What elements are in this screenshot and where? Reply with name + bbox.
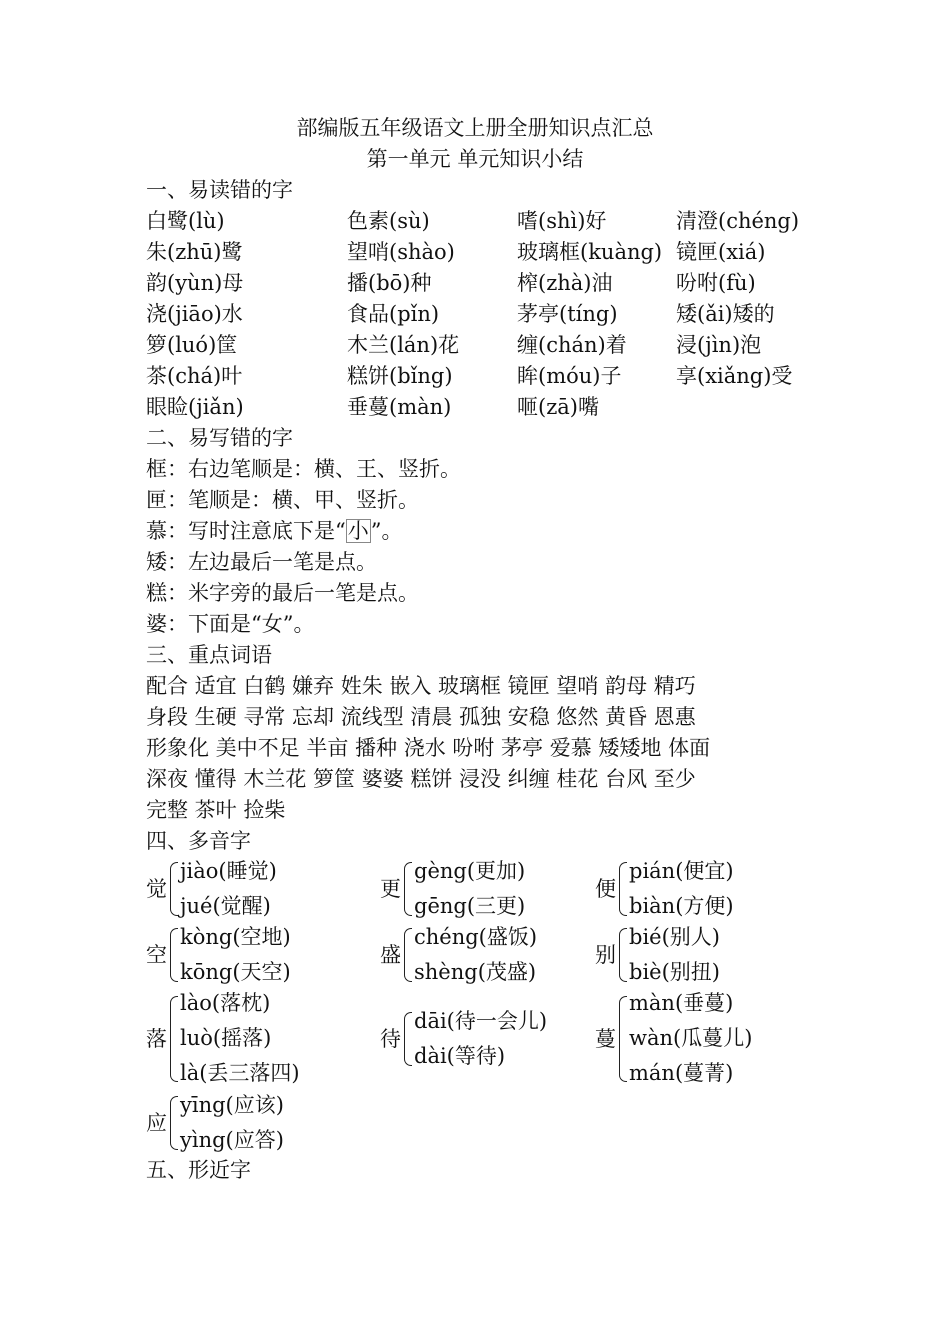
word-cell: 色素(sù) [347,209,430,233]
brace-mark [170,928,178,982]
word-cell: 浸(jìn)泡 [676,333,762,357]
section-heading-similar-chars: 五、形近字 [146,1158,251,1182]
polyphone-reading: yīng(应该) [180,1093,284,1117]
writing-note: 框：右边笔顺是：横、王、竖折。 [146,457,461,481]
polyphone-group [146,1090,346,1156]
polyphone-group [146,988,366,1088]
polyphone-reading: jué(觉醒) [180,894,271,918]
brace-mark [404,862,412,916]
brace-mark [404,1012,412,1066]
polyphone-char: 待 [380,1027,401,1051]
section-heading-hard-to-read: 一、易读错的字 [146,178,293,202]
word-cell: 榨(zhà)油 [517,271,613,295]
polyphone-reading: màn(垂蔓) [629,991,734,1015]
polyphone-reading: gēng(三更) [414,894,526,918]
unit-subtitle: 第一单元 单元知识小结 [366,147,584,171]
writing-note: 匣：笔顺是：横、甲、竖折。 [146,488,419,512]
word-cell: 垂蔓(màn) [347,395,452,419]
word-cell: 食品(pǐn) [347,302,440,326]
word-cell: 玻璃框(kuàng) [517,240,663,264]
writing-note-text: 慕：写时注意底下是“ [146,519,346,543]
polyphone-group [380,1006,580,1072]
polyphone-group [595,922,795,988]
word-cell: 缠(chán)着 [517,333,627,357]
word-cell: 木兰(lán)花 [347,333,460,357]
brace-mark [170,862,178,916]
brace-mark [619,928,627,982]
polyphone-reading: gèng(更加) [414,859,526,883]
word-cell: 望哨(shào) [347,240,455,264]
word-cell: 白鹭(lù) [146,209,225,233]
word-cell: 清澄(chéng) [676,209,800,233]
polyphone-char: 应 [146,1111,167,1135]
polyphone-group [595,856,795,922]
word-cell: 咂(zā)嘴 [517,395,599,419]
polyphone-char: 便 [595,877,616,901]
section-heading-key-words: 三、重点词语 [146,643,272,667]
brace-mark [170,1096,178,1150]
word-cell: 糕饼(bǐng) [347,364,453,388]
polyphone-group [380,856,580,922]
word-cell: 矮(ǎi)矮的 [676,302,775,326]
writing-note: 矮：左边最后一笔是点。 [146,550,377,574]
word-cell: 吩咐(fù) [676,271,756,295]
polyphone-reading: shèng(茂盛) [414,960,537,984]
key-words-line: 形象化 美中不足 半亩 播种 浇水 吩咐 茅亭 爱慕 矮矮地 体面 [146,736,711,760]
polyphone-reading: pián(便宜) [629,859,734,883]
word-cell: 嗜(shì)好 [517,209,607,233]
word-cell: 眼睑(jiǎn) [146,395,244,419]
polyphone-char: 更 [380,877,401,901]
word-cell: 朱(zhū)鹭 [146,240,243,264]
writing-note-text: ”。 [370,519,403,543]
polyphone-char: 落 [146,1027,167,1051]
polyphone-char: 觉 [146,877,167,901]
polyphone-group [146,922,346,988]
polyphone-reading: lào(落枕) [180,991,271,1015]
key-words-line: 配合 适宜 白鹤 嫌弃 姓朱 嵌入 玻璃框 镜匣 望哨 韵母 精巧 [146,674,696,698]
polyphone-reading: biè(别扭) [629,960,720,984]
polyphone-reading: chéng(盛饭) [414,925,538,949]
brace-mark [619,996,627,1082]
polyphone-group [146,856,346,922]
brace-mark [619,862,627,916]
polyphone-reading: mán(蔓菁) [629,1061,734,1085]
polyphone-reading: yìng(应答) [180,1128,284,1152]
polyphone-reading: bié(别人) [629,925,720,949]
polyphone-reading: jiào(睡觉) [180,859,277,883]
section-heading-polyphones: 四、多音字 [146,829,251,853]
section-heading-hard-to-write: 二、易写错的字 [146,426,293,450]
polyphone-char: 蔓 [595,1027,616,1051]
document-title: 部编版五年级语文上册全册知识点汇总 [296,116,654,140]
key-words-line: 完整 茶叶 捡柴 [146,798,286,822]
word-cell: 镜匣(xiá) [676,240,766,264]
boxed-radical: 小 [347,519,369,543]
word-cell: 享(xiǎng)受 [676,364,793,388]
polyphone-group [380,922,580,988]
polyphone-group [595,988,815,1088]
word-cell: 浇(jiāo)水 [146,302,243,326]
writing-note [146,516,403,546]
polyphone-reading: dài(等待) [414,1044,506,1068]
word-cell: 眸(móu)子 [517,364,622,388]
key-words-line: 深夜 懂得 木兰花 箩筐 婆婆 糕饼 浸没 纠缠 桂花 台风 至少 [146,767,696,791]
word-cell: 茅亭(tíng) [517,302,618,326]
polyphone-reading: wàn(瓜蔓儿) [629,1026,753,1050]
polyphone-reading: luò(摇落) [180,1026,272,1050]
polyphone-char: 空 [146,943,167,967]
word-cell: 播(bō)种 [347,271,432,295]
word-cell: 茶(chá)叶 [146,364,243,388]
polyphone-char: 别 [595,943,616,967]
polyphone-reading: là(丢三落四) [180,1061,300,1085]
polyphone-char: 盛 [380,943,401,967]
polyphone-reading: dāi(待一会儿) [414,1009,548,1033]
polyphone-reading: kōng(天空) [180,960,291,984]
brace-mark [170,996,178,1082]
polyphone-reading: kòng(空地) [180,925,291,949]
word-cell: 韵(yùn)母 [146,271,244,295]
polyphone-reading: biàn(方便) [629,894,734,918]
word-cell: 箩(luó)筐 [146,333,238,357]
key-words-line: 身段 生硬 寻常 忘却 流线型 清晨 孤独 安稳 悠然 黄昏 恩惠 [146,705,696,729]
brace-mark [404,928,412,982]
writing-note: 糕：米字旁的最后一笔是点。 [146,581,419,605]
writing-note: 婆：下面是“女”。 [146,612,315,636]
